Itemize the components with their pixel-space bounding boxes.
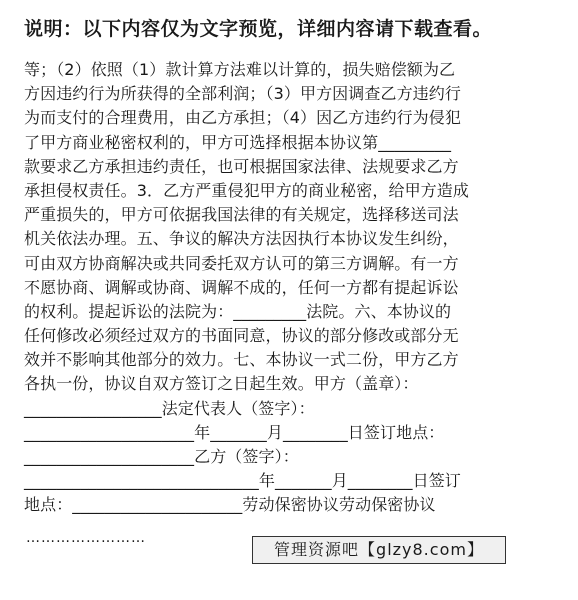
document-line: 方因违约行为所获得的全部利润；（3）甲方因调查乙方违约行 [24,84,461,104]
document-line: 不愿协商、调解或协商、调解不成的，任何一方都有提起诉讼 [24,277,459,297]
document-body [24,58,564,518]
document-line: 款要求乙方承担违约责任，也可根据国家法律、法规要求乙方 [24,156,459,176]
site-watermark-link[interactable]: 管理资源吧【glzy8.com】 [252,536,506,564]
document-line: 效并不影响其他部分的效力。七、本协议一式二份，甲方乙方 [24,350,459,370]
document-line: 可由双方协商解决或共同委托双方认可的第三方调解。有一方 [24,253,459,273]
document-line: 等；（2）依照（1）款计算方法难以计算的，损失赔偿额为乙 [24,60,456,79]
truncation-dots: …………………… [26,530,146,546]
preview-notice: 说明：以下内容仅为文字预览，详细内容请下载查看。 [24,18,493,40]
document-line: _________________法定代表人（签字）： [24,398,315,418]
document-line: 地点：_____________________劳动保密协议劳动保密协议 [24,495,436,515]
document-line: 为而支付的合理费用，由乙方承担；（4）因乙方违约行为侵犯 [24,108,461,128]
document-line: 了甲方商业秘密权利的，甲方可选择根据本协议第_________ [24,132,452,152]
document-line: _____________________________年_______月________日签订 [24,471,461,491]
document-line: 严重损失的，甲方可依据我国法律的有关规定，选择移送司法 [24,205,459,225]
document-line: 机关依法办理。五、争议的解决方法因执行本协议发生纠纷， [24,229,459,249]
document-line: 承担侵权责任。3．乙方严重侵犯甲方的商业秘密，给甲方造成 [24,180,469,200]
document-line: 的权利。提起诉讼的法院为：_________法院。六、本协议的 [24,301,452,321]
document-line: _____________________年_______月________日签订地点： [24,422,445,442]
document-line: _____________________乙方（签字）： [24,447,299,466]
document-line: 任何修改必须经过双方的书面同意，协议的部分修改或部分无 [24,326,459,346]
document-line: 各执一份，协议自双方签订之日起生效。甲方（盖章）： [24,374,419,394]
